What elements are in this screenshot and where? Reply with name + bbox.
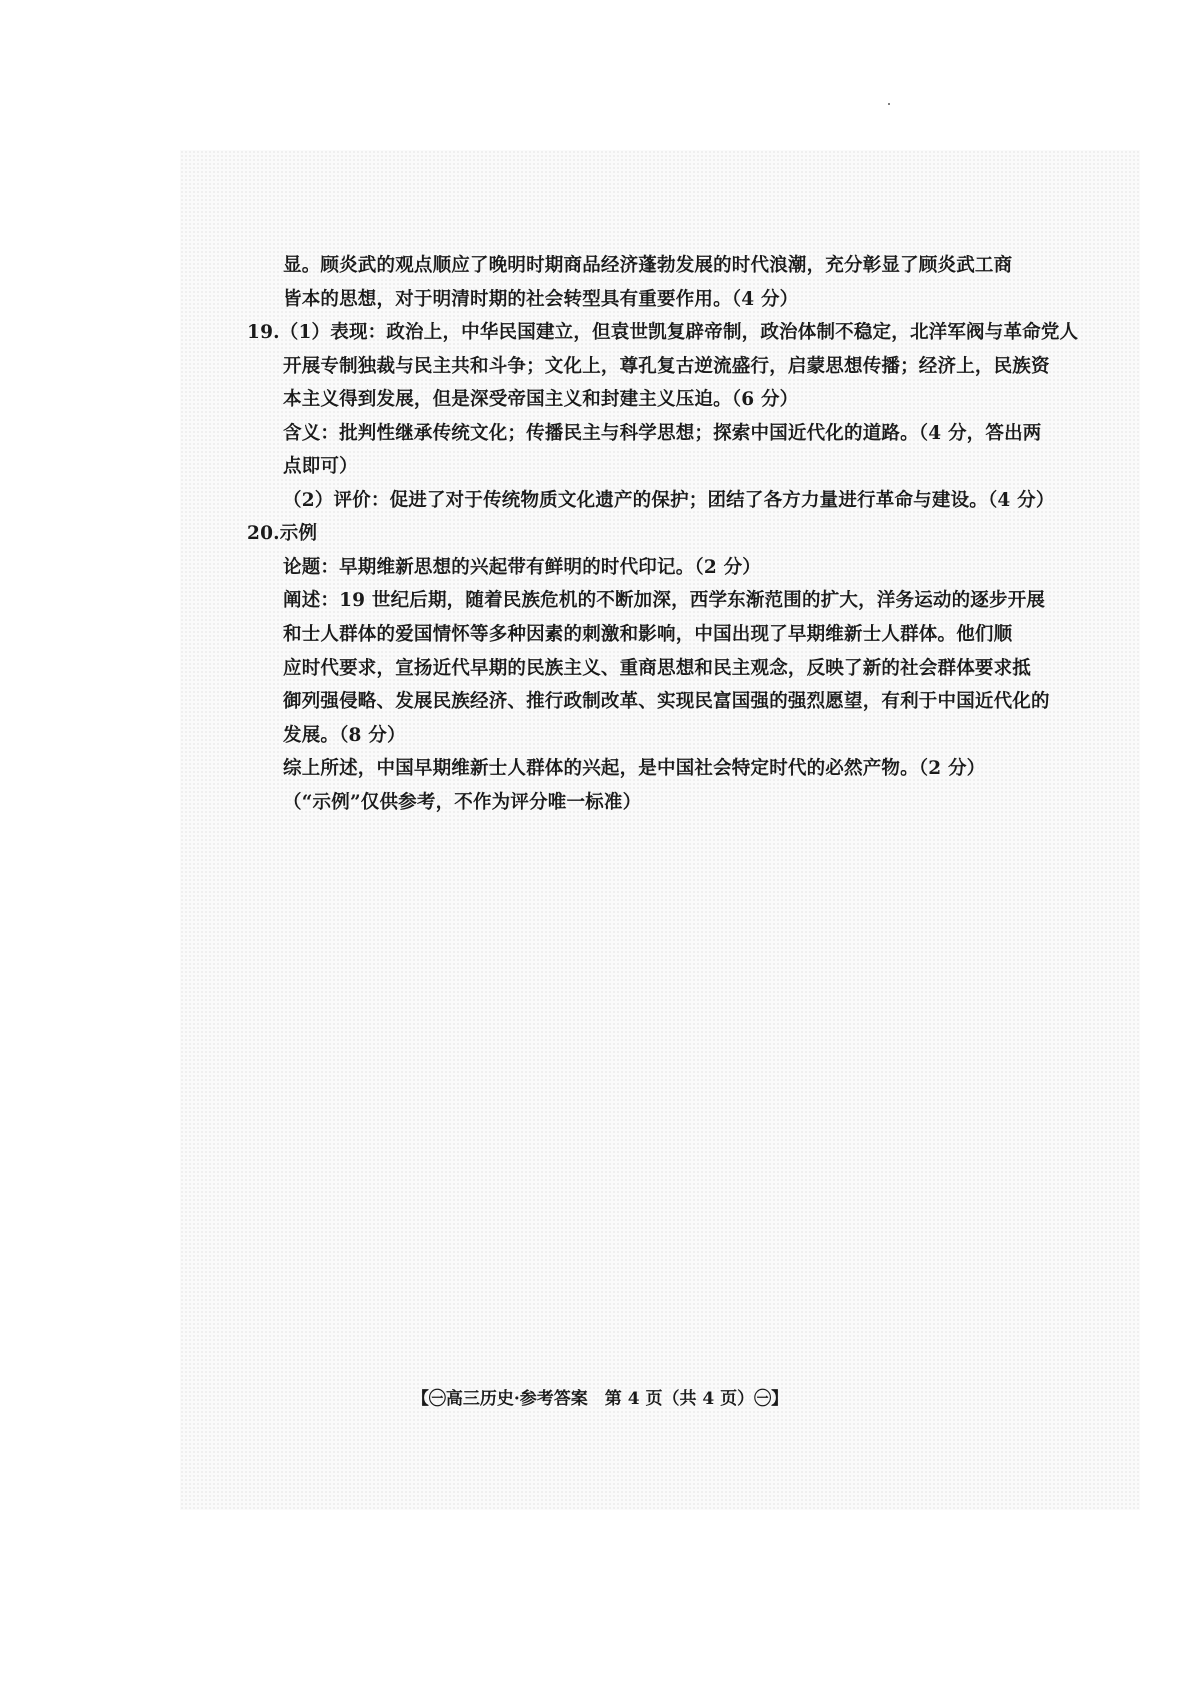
scan-speck [888, 103, 890, 105]
text-line: 应时代要求，宣扬近代早期的民族主义、重商思想和民主观念，反映了新的社会群体要求抵 [283, 658, 1032, 679]
text-line: 御列强侵略、发展民族经济、推行政制改革、实现民富国强的强烈愿望，有利于中国近代化的 [283, 691, 1050, 712]
text-line: 综上所述，中国早期维新士人群体的兴起，是中国社会特定时代的必然产物。（2 分） [283, 758, 986, 779]
text-line: 论题：早期维新思想的兴起带有鲜明的时代印记。（2 分） [283, 557, 761, 578]
text-line: 皆本的思想，对于明清时期的社会转型具有重要作用。（4 分） [283, 289, 799, 310]
question-20-heading: 20.示例 [247, 523, 318, 544]
text-line: 阐述：19 世纪后期，随着民族危机的不断加深，西学东渐范围的扩大，洋务运动的逐步开展 [283, 590, 1046, 611]
text-line: （2）评价：促进了对于传统物质文化遗产的保护；团结了各方力量进行革命与建设。（4 分） [283, 490, 1055, 511]
text-line: 显。顾炎武的观点顺应了晚明时期商品经济蓬勃发展的时代浪潮，充分彰显了顾炎武工商 [283, 255, 1013, 276]
text-line: 发展。（8 分） [283, 725, 406, 746]
question-19-heading: 19.（1）表现：政治上，中华民国建立，但袁世凯复辟帝制，政治体制不稳定，北洋军阀与革命党人 [247, 322, 1079, 343]
text-line: 含义：批判性继承传统文化；传播民主与科学思想；探索中国近代化的道路。（4 分，答出两 [283, 423, 1042, 444]
text-line: 和士人群体的爱国情怀等多种因素的刺激和影响，中国出现了早期维新士人群体。他们顺 [283, 624, 1013, 645]
text-line: 点即可） [283, 456, 358, 477]
text-line: （“示例”仅供参考，不作为评分唯一标准） [283, 792, 642, 813]
text-line: 本主义得到发展，但是深受帝国主义和封建主义压迫。（6 分） [283, 389, 799, 410]
page-footer: 【㊀高三历史·参考答案 第 4 页（共 4 页）㊀】 [411, 1389, 789, 1409]
text-line: 开展专制独裁与民主共和斗争；文化上，尊孔复古逆流盛行，启蒙思想传播；经济上，民族资 [283, 356, 1050, 377]
